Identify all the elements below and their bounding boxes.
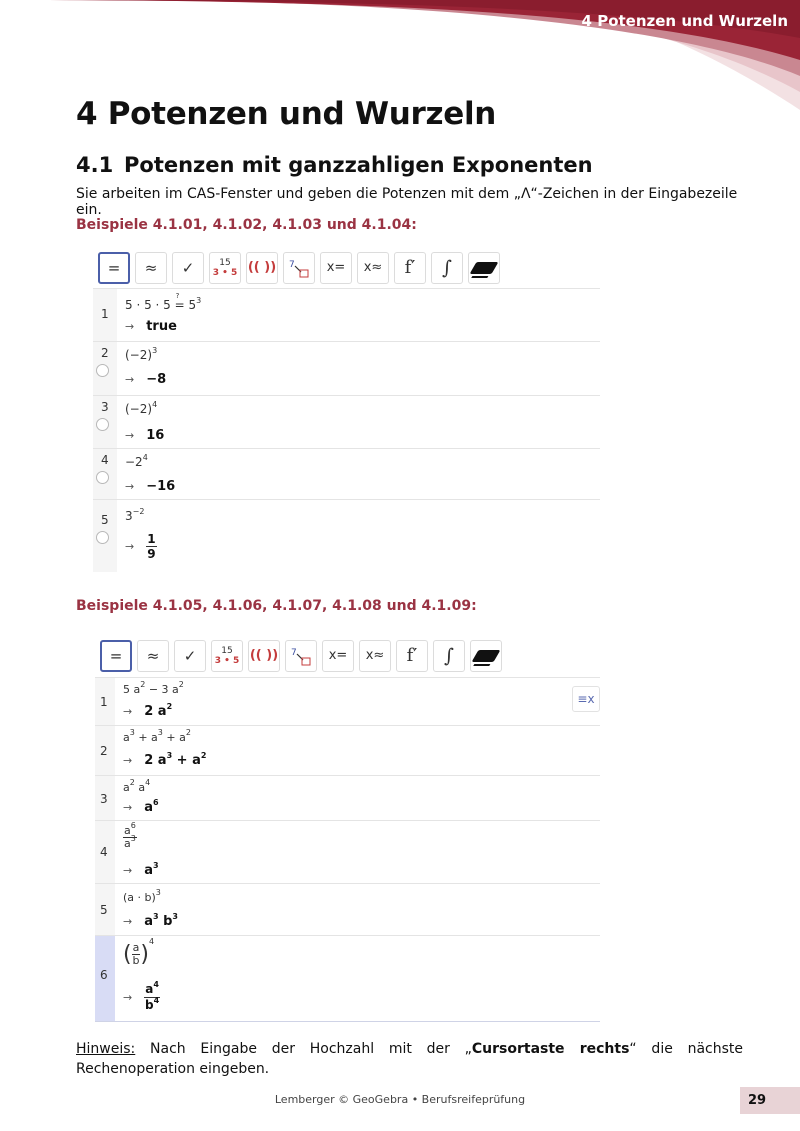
expand-icon: (( )) [247, 260, 277, 275]
cas-row[interactable] [95, 821, 600, 884]
numeric-icon: ≈ [144, 258, 158, 277]
intro-text: Sie arbeiten im CAS-Fenster und geben die Potenzen mit dem „Λ“-Zeichen in der Eingabezeile ein. [76, 186, 738, 218]
cas-row[interactable] [95, 726, 600, 776]
algebra-input-toggle-icon[interactable]: ≡x [572, 686, 600, 712]
cas-output: → $\frac{1}{9}$ [125, 532, 156, 561]
cas-input[interactable]: $(-2)^4$ [125, 400, 158, 416]
cas-row[interactable] [95, 776, 600, 821]
derivative-icon: f′ [406, 645, 418, 666]
factor-icon-bottom: 3 • 5 [212, 267, 238, 278]
row-number-cell [93, 342, 117, 395]
cas-window-1 [93, 247, 600, 572]
cas-output: → −8 [125, 372, 167, 387]
keep-input-icon: ✓ [183, 646, 197, 665]
row-number-cell [93, 449, 117, 499]
row-number: 4 [101, 453, 109, 467]
page-number: 29 [740, 1087, 800, 1114]
delete-icon [470, 262, 499, 274]
keep-input-icon: ✓ [181, 258, 195, 277]
cas-cell[interactable] [117, 500, 600, 572]
factor-icon [213, 258, 238, 278]
derivative-icon: f′ [404, 257, 416, 278]
row-number-cell [95, 936, 115, 1021]
substitute-button[interactable] [283, 252, 315, 284]
numeric-button[interactable] [137, 640, 169, 672]
nsolve-icon: x≈ [365, 648, 385, 663]
cas-row[interactable] [93, 500, 600, 572]
cas-output: → $a^3$ [123, 861, 159, 878]
section-title: Potenzen mit ganzzahligen Exponenten [124, 153, 593, 177]
keep-input-button[interactable] [172, 252, 204, 284]
nsolve-icon: x≈ [363, 260, 383, 275]
evaluate-button[interactable] [100, 640, 132, 672]
row-number: 4 [100, 845, 108, 859]
nsolve-button[interactable] [357, 252, 389, 284]
expand-button[interactable] [246, 252, 278, 284]
integral-button[interactable] [431, 252, 463, 284]
example-title-2: Beispiele 4.1.05, 4.1.06, 4.1.07, 4.1.08 und 4.1.09: [76, 598, 477, 614]
integral-button[interactable] [433, 640, 465, 672]
cas-output: → $a^6$ [123, 798, 159, 815]
cas-row[interactable] [95, 678, 600, 726]
cas-cell[interactable] [117, 342, 600, 395]
row-number-cell [95, 678, 115, 725]
solve-button[interactable] [320, 252, 352, 284]
evaluate-icon: = [109, 646, 123, 665]
nsolve-button[interactable] [359, 640, 391, 672]
cas-output: → $a^3$ $b^3$ [123, 912, 178, 929]
row-toggle-circle[interactable] [96, 418, 109, 431]
row-number: 2 [101, 346, 109, 360]
cas-input[interactable]: ( $\frac{a}{b}$ )$^4$ [123, 937, 155, 967]
cas-input[interactable]: $a^2$ $a^4$ [123, 778, 151, 794]
factor-button[interactable] [211, 640, 243, 672]
substitute-icon-number: 7 [291, 647, 297, 658]
cas-cell[interactable] [115, 884, 600, 935]
hint-bold: Cursortaste rechts [471, 1041, 630, 1057]
delete-button[interactable] [468, 252, 500, 284]
derivative-button[interactable] [394, 252, 426, 284]
cas-output: → $\frac{a^4}{b^4}$ [123, 980, 160, 1012]
substitute-icon [289, 645, 313, 667]
expand-button[interactable] [248, 640, 280, 672]
row-number-cell [93, 289, 117, 341]
page-title: 4 Potenzen und Wurzeln [76, 96, 497, 132]
cas-row[interactable] [93, 449, 600, 500]
chapter-header-label: 4 Potenzen und Wurzeln [581, 12, 788, 30]
cas-input[interactable]: 5 $a^2 - 3$ $a^2$ [123, 680, 184, 696]
cas-row[interactable] [93, 396, 600, 449]
factor-icon-top: 15 [221, 645, 233, 656]
section-number: 4.1 [76, 153, 114, 177]
row-toggle-circle[interactable] [96, 364, 109, 377]
evaluate-icon: = [107, 258, 121, 277]
cas-output: → −16 [125, 479, 176, 494]
cas-cell[interactable] [117, 289, 600, 341]
section-heading [76, 153, 593, 177]
cas-cell[interactable] [117, 396, 600, 448]
example-title-1: Beispiele 4.1.01, 4.1.02, 4.1.03 und 4.1.04: [76, 217, 417, 233]
cas-cell[interactable] [115, 821, 600, 883]
hint-label: Hinweis: [76, 1041, 136, 1057]
derivative-button[interactable] [396, 640, 428, 672]
cas-row[interactable] [93, 289, 600, 342]
cas-input[interactable]: 5 · 5 · 5 ? = $5^3$ [125, 292, 202, 312]
row-number: 1 [101, 307, 109, 321]
delete-icon [472, 650, 501, 662]
row-number-cell [93, 396, 117, 448]
substitute-icon-number: 7 [289, 259, 295, 270]
row-number: 6 [100, 968, 108, 982]
substitute-button[interactable] [285, 640, 317, 672]
row-number: 3 [101, 400, 109, 414]
row-number-cell [95, 884, 115, 935]
evaluate-button[interactable] [98, 252, 130, 284]
cas-row-selected[interactable] [95, 936, 600, 1022]
solve-button[interactable] [322, 640, 354, 672]
numeric-button[interactable] [135, 252, 167, 284]
solve-icon: x= [326, 260, 346, 275]
row-number-cell [93, 500, 117, 572]
factor-icon-bottom: 3 • 5 [214, 655, 240, 666]
row-toggle-circle[interactable] [96, 531, 109, 544]
integral-icon: ∫ [442, 256, 452, 279]
cas-window-2 [95, 634, 600, 1022]
cas-input[interactable]: $(-2)^3$ [125, 346, 158, 362]
cas-cell[interactable] [115, 776, 600, 820]
cas-toolbar [93, 247, 600, 289]
row-number-cell [95, 821, 115, 883]
substitute-icon [287, 257, 311, 279]
expand-icon: (( )) [249, 648, 279, 663]
integral-icon: ∫ [444, 644, 454, 667]
cas-cell[interactable] [117, 449, 600, 499]
factor-icon-top: 15 [219, 257, 231, 268]
cas-row[interactable] [93, 342, 600, 396]
cas-output: → true [125, 319, 177, 334]
page-footer: Lemberger © GeoGebra • Berufsreifeprüfung [274, 1093, 526, 1106]
cas-input[interactable]: $-2^4$ [125, 453, 148, 469]
row-number-cell [95, 726, 115, 775]
row-number: 1 [100, 695, 108, 709]
row-number-cell [95, 776, 115, 820]
row-number: 5 [100, 903, 108, 917]
keep-input-button[interactable] [174, 640, 206, 672]
factor-button[interactable] [209, 252, 241, 284]
row-number: 3 [100, 792, 108, 806]
solve-icon: x= [328, 648, 348, 663]
cas-input[interactable]: $(a \cdot b)^3$ [123, 888, 161, 904]
cas-cell[interactable] [115, 726, 600, 775]
row-number: 2 [100, 744, 108, 758]
cas-toolbar [95, 634, 600, 678]
cas-row[interactable] [95, 884, 600, 936]
cas-output: → 2 $a^2$ [123, 702, 173, 719]
cas-input[interactable]: $a^3 + a^3 + a^2$ [123, 728, 191, 744]
cas-cell[interactable] [115, 678, 600, 725]
factor-icon [215, 646, 240, 666]
cas-input[interactable]: $3^{-2}$ [125, 507, 145, 523]
cas-output: → 16 [125, 428, 165, 443]
cas-input[interactable]: $\frac{a^6}{a^3}$ [124, 821, 136, 850]
row-number: 5 [101, 513, 109, 527]
row-toggle-circle[interactable] [96, 471, 109, 484]
delete-button[interactable] [470, 640, 502, 672]
numeric-icon: ≈ [146, 646, 160, 665]
cas-cell[interactable] [115, 936, 600, 1021]
cas-output: → 2 $a^3 + a^2$ [123, 751, 207, 768]
hint-paragraph: Hinweis: Nach Eingabe der Hochzahl mit der „Cursortaste rechts“ die nächste Rechenoperation eingeben. [76, 1041, 743, 1077]
